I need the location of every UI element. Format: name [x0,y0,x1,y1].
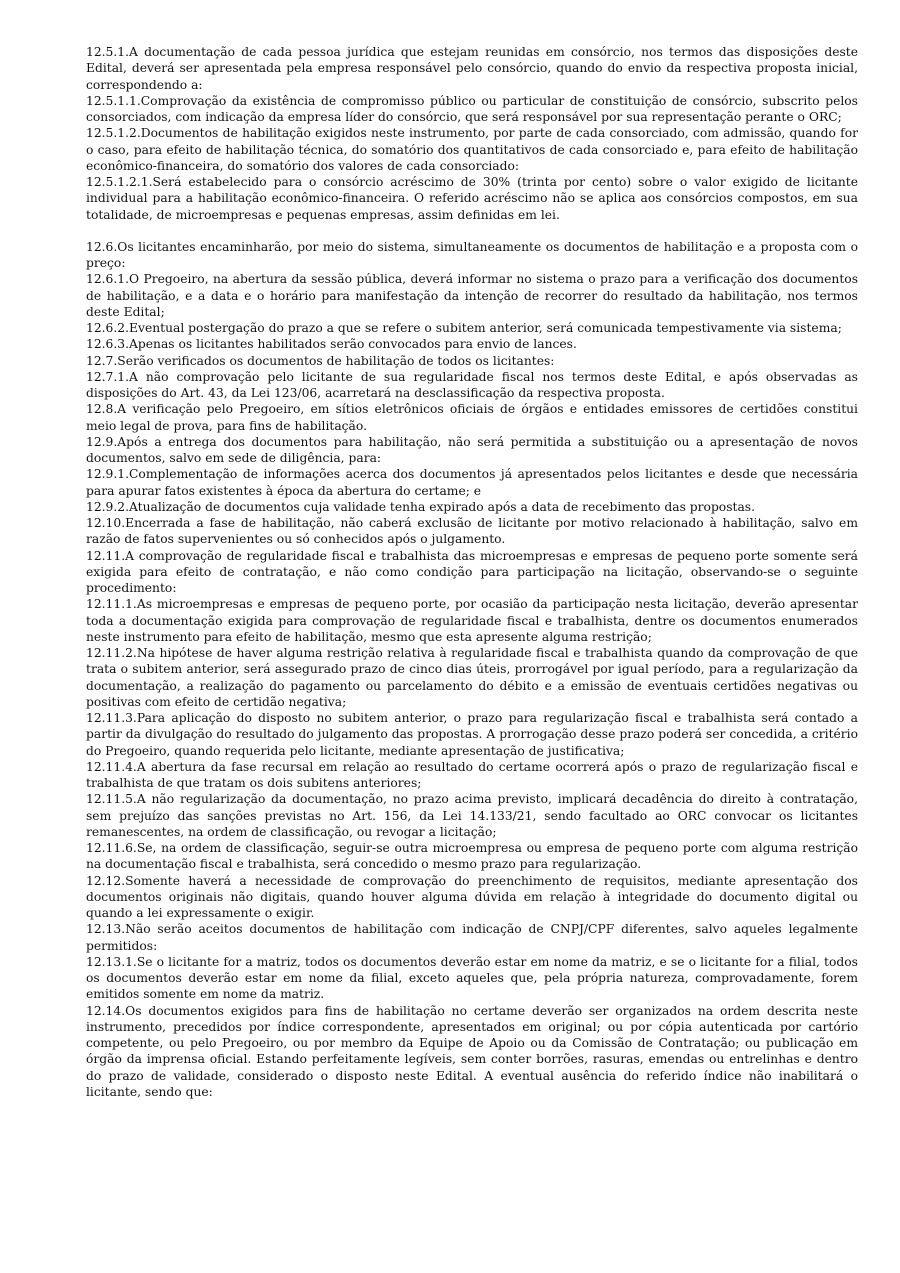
clause-12-10: 12.10.Encerrada a fase de habilitação, não caberá exclusão de licitante por motivo relacionado à habilitação, salvo em razão de fatos supervenientes ou só conhecidos após o julgamento. [86,516,858,547]
clause-12-11-1: 12.11.1.As microempresas e empresas de pequeno porte, por ocasião da participação nesta licitação, deverão apresentar toda a documentação exigida para comprovação de regularidade fiscal e trabalhista, dentre os documentos enumerados neste instrumento para efeito de habilitação, mesmo que esta apresente alguma restrição; [86,597,858,644]
clause-12-14: 12.14.Os documentos exigidos para fins de habilitação no certame deverão ser organizados na ordem descrita neste instrumento, precedidos por índice correspondente, apresentados em original; ou por cópia autenticada por cartório competente, ou pelo Pregoeiro, ou por membro da Equipe de Apoio ou da Comissão de Contratação; ou publicação em órgão da imprensa oficial. Estando perfeitamente legíveis, sem conter borrões, rasuras, emendas ou entrelinhas e dentro do prazo de validade, considerado o disposto neste Edital. A eventual ausência do referido índice não inabilitará o licitante, sendo que: [86,1003,858,1099]
section-12-5-consortium [86,44,858,223]
clause-12-12: 12.12.Somente haverá a necessidade de comprovação do preenchimento de requisitos, mediante apresentação dos documentos originais não digitais, quando houver alguma dúvida em relação à integridade do documento digital ou quando a lei expressamente o exigir. [86,873,858,920]
clause-12-11-2: 12.11.2.Na hipótese de haver alguma restrição relativa à regularidade fiscal e trabalhista quando da comprovação de que trata o subitem anterior, será assegurado prazo de cinco dias úteis, prorrogável por igual período, para a regularização da documentação, a realização do pagamento ou parcelamento do débito e a emissão de eventuais certidões negativas ou positivas com efeito de certidão negativa; [86,646,858,709]
clause-12-9-1: 12.9.1.Complementação de informações acerca dos documentos já apresentados pelos licitantes e desde que necessária para apurar fatos existentes à época da abertura do certame; e [86,467,858,498]
clause-12-13: 12.13.Não serão aceitos documentos de habilitação com indicação de CNPJ/CPF diferentes, salvo aqueles legalmente permitidos: [86,922,858,953]
section-12-6-to-12-14-habilitation [86,239,858,1100]
clause-12-5-1-2-1: 12.5.1.2.1.Será estabelecido para o consórcio acréscimo de 30% (trinta por cento) sobre o valor exigido de licitante individual para a habilitação econômico-financeira. O referido acréscimo não se aplica aos consórcios compostos, em sua totalidade, de microempresas e pequenas empresas, assim definidas em lei. [86,175,858,222]
clause-12-6-3: 12.6.3.Apenas os licitantes habilitados serão convocados para envio de lances. [86,337,577,352]
paragraph-gap [86,223,858,239]
clause-12-13-1: 12.13.1.Se o licitante for a matriz, todos os documentos deverão estar em nome da matriz, e se o licitante for a filial, todos os documentos deverão estar em nome da filial, exceto aqueles que, pela própria natureza, comprovadamente, forem emitidos somente em nome da matriz. [86,954,858,1002]
clause-12-11-5: 12.11.5.A não regularização da documentação, no prazo acima previsto, implicará decadência do direito à contratação, sem prejuízo das sanções previstas no Art. 156, da Lei 14.133/21, sendo facultado ao ORC convocar os licitantes remanescentes, na ordem de classificação, ou revogar a licitação; [86,792,858,839]
clause-12-11-3: 12.11.3.Para aplicação do disposto no subitem anterior, o prazo para regularização fiscal e trabalhista será contado a partir da divulgação do resultado do julgamento das propostas. A prorrogação desse prazo poderá ser concedida, a critério do Pregoeiro, quando requerida pelo licitante, mediante apresentação de justificativa; [86,711,858,758]
clause-12-6-2: 12.6.2.Eventual postergação do prazo a que se refere o subitem anterior, será comunicada tempestivamente via sistema; [86,321,842,335]
clause-12-9-2: 12.9.2.Atualização de documentos cuja validade tenha expirado após a data de recebimento das propostas. [86,499,756,514]
clause-12-6-1: 12.6.1.O Pregoeiro, na abertura da sessão pública, deverá informar no sistema o prazo para a verificação dos documentos de habilitação, e a data e o horário para manifestação da intenção de recorrer do resultado da habilitação, nos termos deste Edital; [86,272,858,319]
clause-12-5-1: 12.5.1.A documentação de cada pessoa jurídica que estejam reunidas em consórcio, nos termos das disposições deste Edital, deverá ser apresentada pela empresa responsável pelo consórcio, quando do envio da respectiva proposta inicial, correspondendo a: [86,45,858,92]
clause-12-11-6: 12.11.6.Se, na ordem de classificação, seguir-se outra microempresa ou empresa de pequeno porte com alguma restrição na documentação fiscal e trabalhista, será concedido o mesmo prazo para regularização. [86,841,858,872]
clause-12-11: 12.11.A comprovação de regularidade fiscal e trabalhista das microempresas e empresas de pequeno porte somente será exigida para efeito de contratação, e não como condição para participação na licitação, observando-se o seguinte procedimento: [86,548,858,595]
clause-12-11-4: 12.11.4.A abertura da fase recursal em relação ao resultado do certame ocorrerá após o prazo de regularização fiscal e trabalhista de que tratam os dois subitens anteriores; [86,759,858,790]
clause-12-7-1: 12.7.1.A não comprovação pelo licitante de sua regularidade fiscal nos termos deste Edital, e após observadas as disposições do Art. 43, da Lei 123/06, acarretará na desclassificação da respectiva proposta. [86,369,858,400]
clause-12-5-1-2: 12.5.1.2.Documentos de habilitação exigidos neste instrumento, por parte de cada consorciado, com admissão, quando for o caso, para efeito de habilitação técnica, do somatório dos quantitativos de cada consorciado e, para efeito de habilitação econômico-financeira, do somatório dos valores de cada consorciado: [86,126,858,173]
clause-12-5-1-1: 12.5.1.1.Comprovação da existência de compromisso público ou particular de constituição de consórcio, subscrito pelos consorciados, com indicação da empresa líder do consórcio, que será responsável por sua representação perante o ORC; [86,93,858,124]
clause-12-7: 12.7.Serão verificados os documentos de habilitação de todos os licitantes: [86,353,555,368]
clause-12-9: 12.9.Após a entrega dos documentos para habilitação, não será permitida a substituição ou a apresentação de novos documentos, salvo em sede de diligência, para: [86,434,858,465]
clause-12-8: 12.8.A verificação pelo Pregoeiro, em sítios eletrônicos oficiais de órgãos e entidades emissores de certidões constitui meio legal de prova, para fins de habilitação. [86,402,858,433]
clause-12-6: 12.6.Os licitantes encaminharão, por meio do sistema, simultaneamente os documentos de habilitação e a proposta com o preço: [86,239,858,270]
